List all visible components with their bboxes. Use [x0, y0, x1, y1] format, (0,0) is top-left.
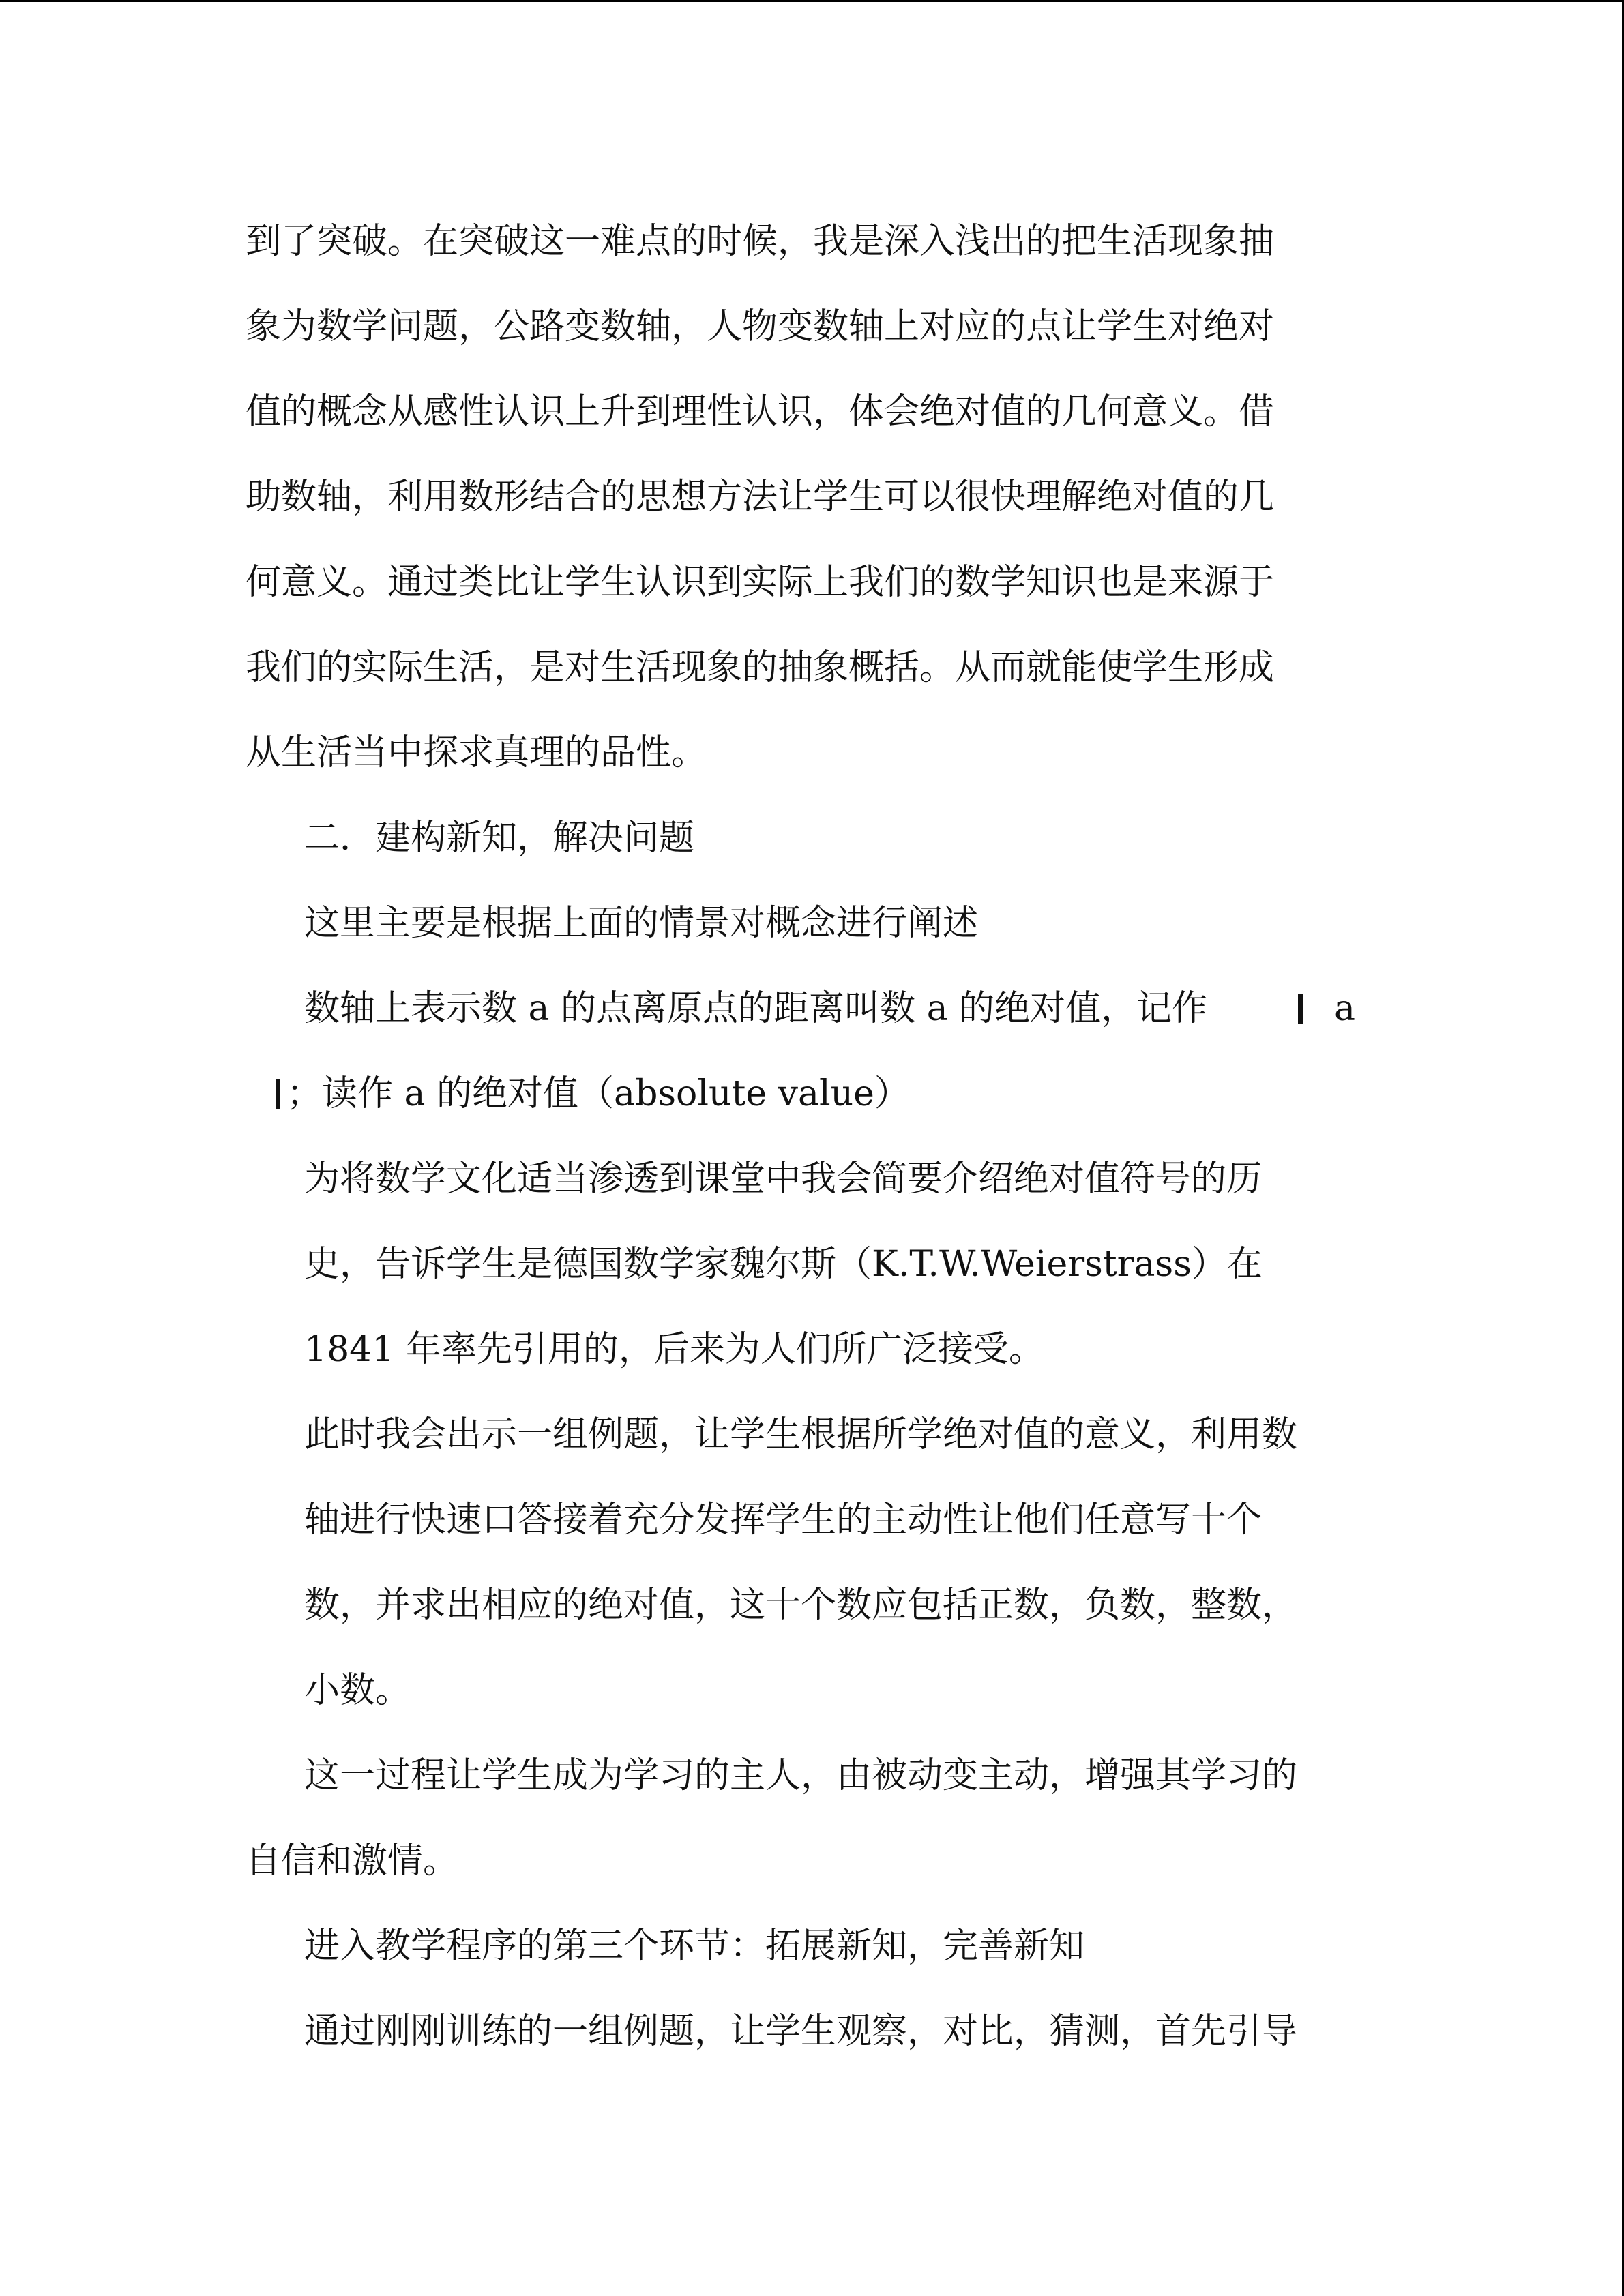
top-border-line	[0, 0, 1624, 2]
example-line-2: 轴进行快速口答接着充分发挥学生的主动性让他们任意写十个	[304, 1500, 1263, 1540]
observation-line: 通过刚刚训练的一组例题，让学生观察，对比，猜测，首先引导	[304, 2011, 1298, 2052]
paragraph-line-2: 象为数学问题，公路变数轴，人物变数轴上对应的点让学生对绝对	[246, 306, 1275, 347]
section-heading: 二．建构新知，解决问题	[304, 818, 695, 859]
definition-line-1: 数轴上表示数 a 的点离原点的距离叫数 a 的绝对值，记作	[304, 988, 1208, 1029]
third-step-line: 进入教学程序的第三个环节：拓展新知，完善新知	[304, 1926, 1085, 1967]
paragraph-line-4: 助数轴，利用数形结合的思想方法让学生可以很快理解绝对值的几	[246, 477, 1275, 518]
absolute-value-bar-left	[1298, 994, 1303, 1024]
absolute-value-bar-right	[276, 1079, 280, 1109]
history-line-3: 1841 年率先引用的，后来为人们所广泛接受。	[304, 1329, 1044, 1370]
process-line-1: 这一过程让学生成为学习的主人，由被动变主动，增强其学习的	[304, 1755, 1298, 1796]
history-line-1: 为将数学文化适当渗透到课堂中我会简要介绍绝对值符号的历	[304, 1159, 1263, 1199]
paragraph-line-1: 到了突破。在突破这一难点的时候，我是深入浅出的把生活现象抽	[246, 221, 1275, 262]
paragraph-line-7: 从生活当中探求真理的品性。	[246, 732, 707, 773]
example-line-1: 此时我会出示一组例题，让学生根据所学绝对值的意义，利用数	[304, 1414, 1298, 1455]
definition-variable-a: a	[1334, 988, 1356, 1029]
paragraph-line-6: 我们的实际生活，是对生活现象的抽象概括。从而就能使学生形成	[246, 647, 1275, 688]
paragraph-line-5: 何意义。通过类比让学生认识到实际上我们的数学知识也是来源于	[246, 562, 1275, 603]
process-line-2: 自信和激情。	[246, 1840, 459, 1881]
intro-line: 这里主要是根据上面的情景对概念进行阐述	[304, 903, 979, 944]
example-line-3: 数，并求出相应的绝对值，这十个数应包括正数，负数，整数，	[304, 1585, 1298, 1626]
example-line-4: 小数。	[304, 1670, 411, 1711]
definition-line-2: ；读作 a 的绝对值（absolute value）	[286, 1073, 910, 1114]
history-line-2: 史，告诉学生是德国数学家魏尔斯（K.T.W.Weierstrass）在	[304, 1244, 1263, 1285]
paragraph-line-3: 值的概念从感性认识上升到理性认识，体会绝对值的几何意义。借	[246, 391, 1275, 432]
